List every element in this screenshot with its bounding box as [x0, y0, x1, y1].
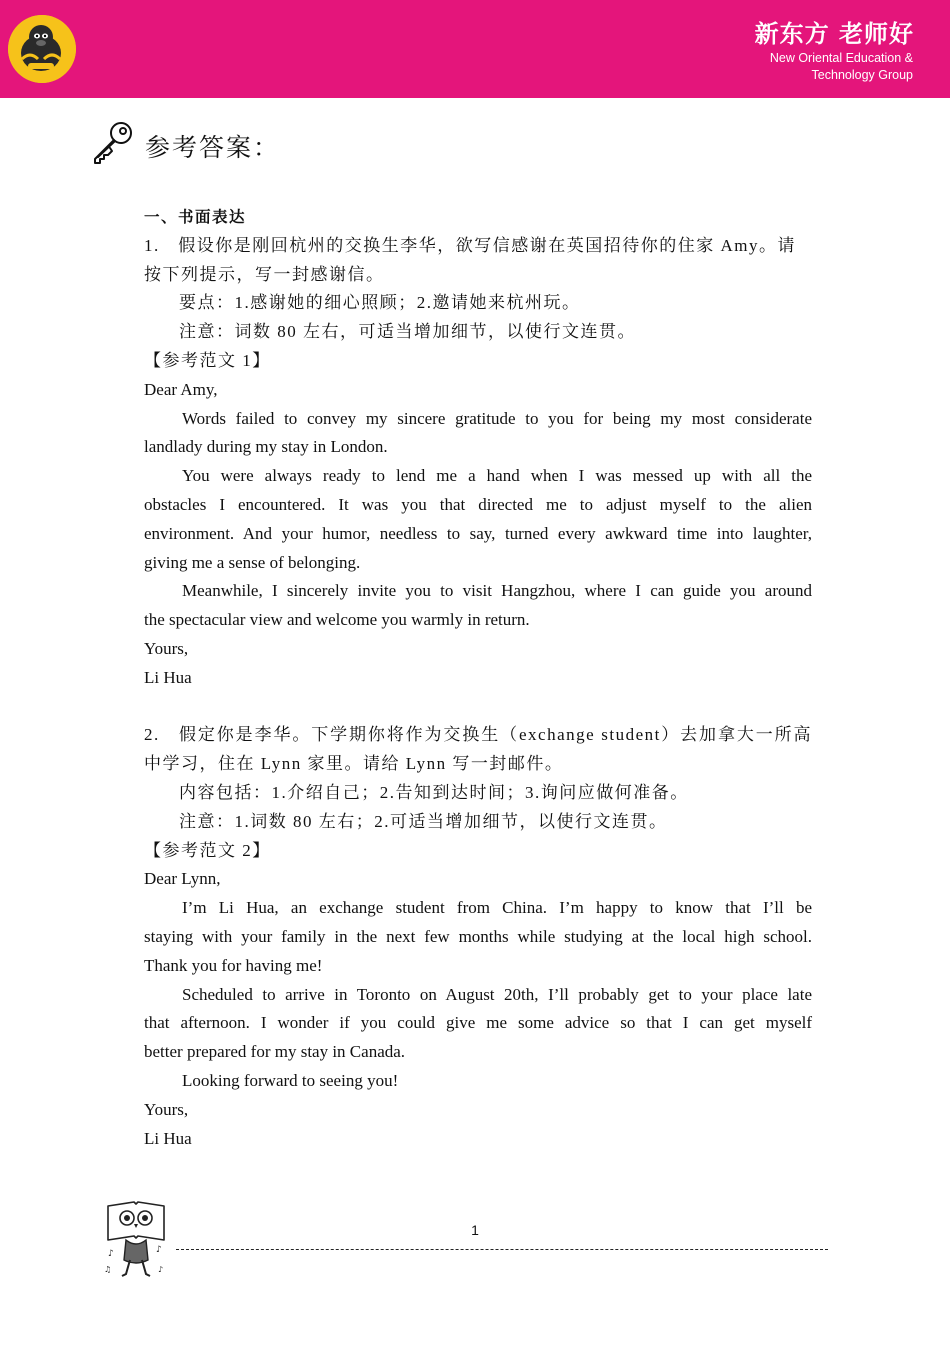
svg-text:♪: ♪ [156, 1245, 162, 1255]
q2-para2-line-3: better prepared for my stay in Canada. [144, 1042, 406, 1062]
page-title: 参考答案： [145, 133, 281, 162]
q1-para2-line-4: giving me a sense of belonging. [144, 552, 361, 572]
svg-text:♪: ♪ [108, 1249, 114, 1259]
page-number: 1 [471, 1222, 479, 1238]
q2-prompt-line-1: 2. 假定你是李华。下学期你将作为交换生（exchange student）去加拿大一所高 [144, 725, 812, 745]
section-heading: 一、书面表达 [144, 208, 247, 226]
q1-para3-line-2: the spectacular view and welcome you warmly in return. [144, 610, 530, 630]
q2-para1-line-1: I’m Li Hua, an exchange student from China. I’m happy to know that I’ll be [182, 898, 812, 918]
brand-en-line-2: Technology Group [811, 67, 913, 82]
key-icon [90, 120, 136, 164]
section-gap [144, 693, 812, 722]
q1-closing: Yours, [144, 638, 189, 658]
q2-para2-line-1: Scheduled to arrive in Toronto on August 20th, I’ll probably get to your place late [182, 984, 812, 1004]
q1-para3-line-1: Meanwhile, I sincerely invite you to visit Hangzhou, where I can guide you around [182, 581, 812, 601]
q1-prompt-line-2: 按下列提示，写一封感谢信。 [144, 264, 385, 284]
q2-para1-line-2: staying with your family in the next few months while studying at the local high school. [144, 926, 812, 946]
q2-sample-label: 【参考范文 2】 [144, 840, 271, 860]
q1-points: 要点：1.感谢她的细心照顾；2.邀请她来杭州玩。 [179, 293, 581, 313]
q1-para2-line-3: environment. And your humor, needless to say, turned every awkward time into laughter, [144, 523, 812, 543]
page-header [0, 0, 950, 98]
answer-content [144, 203, 812, 1153]
brand-name-en [673, 50, 913, 83]
q1-para2-line-1: You were always ready to lend me a hand when I was messed up with all the [182, 466, 812, 486]
q1-prompt-line-1: 1. 假设你是刚回杭州的交换生李华，欲写信感谢在英国招待你的住家 Amy。请 [144, 235, 796, 255]
q2-para1-line-3: Thank you for having me! [144, 955, 323, 975]
q1-note: 注意：词数 80 左右，可适当增加细节，以使行文连贯。 [179, 322, 636, 342]
q1-signature: Li Hua [144, 667, 192, 687]
q2-prompt-line-2: 中学习，住在 Lynn 家里。请给 Lynn 写一封邮件。 [144, 754, 564, 774]
svg-text:♫: ♫ [104, 1265, 112, 1274]
q2-para3-line-1: Looking forward to seeing you! [182, 1070, 399, 1090]
q1-para2-line-2: obstacles I encountered. It was you that directed me to adjust myself to the alien [144, 494, 812, 514]
q2-signature: Li Hua [144, 1128, 192, 1148]
q1-salutation: Dear Amy, [144, 379, 218, 399]
q1-para1-line-1: Words failed to convey my sincere gratitude to you for being my most considerate [182, 408, 812, 428]
brand-en-line-1: New Oriental Education & [769, 51, 913, 65]
q1-sample-label: 【参考范文 1】 [144, 350, 271, 370]
q2-note: 注意：1.词数 80 左右；2.可适当增加细节，以使行文连贯。 [179, 811, 668, 831]
q1-para1-line-2: landlady during my stay in London. [144, 437, 388, 457]
q2-closing: Yours, [144, 1099, 189, 1119]
owl-reading-mascot-icon [104, 1200, 168, 1282]
footer-divider [176, 1249, 828, 1250]
q2-salutation: Dear Lynn, [144, 869, 221, 889]
q2-contents: 内容包括：1.介绍自己；2.告知到达时间；3.询问应做何准备。 [179, 782, 689, 802]
q2-para2-line-2: that afternoon. I wonder if you could give me some advice so that I can get myself [144, 1013, 812, 1033]
gorilla-logo-icon [8, 15, 76, 83]
brand-name-cn: 新东方 老师好 [754, 20, 914, 48]
svg-text:♪: ♪ [158, 1265, 164, 1274]
